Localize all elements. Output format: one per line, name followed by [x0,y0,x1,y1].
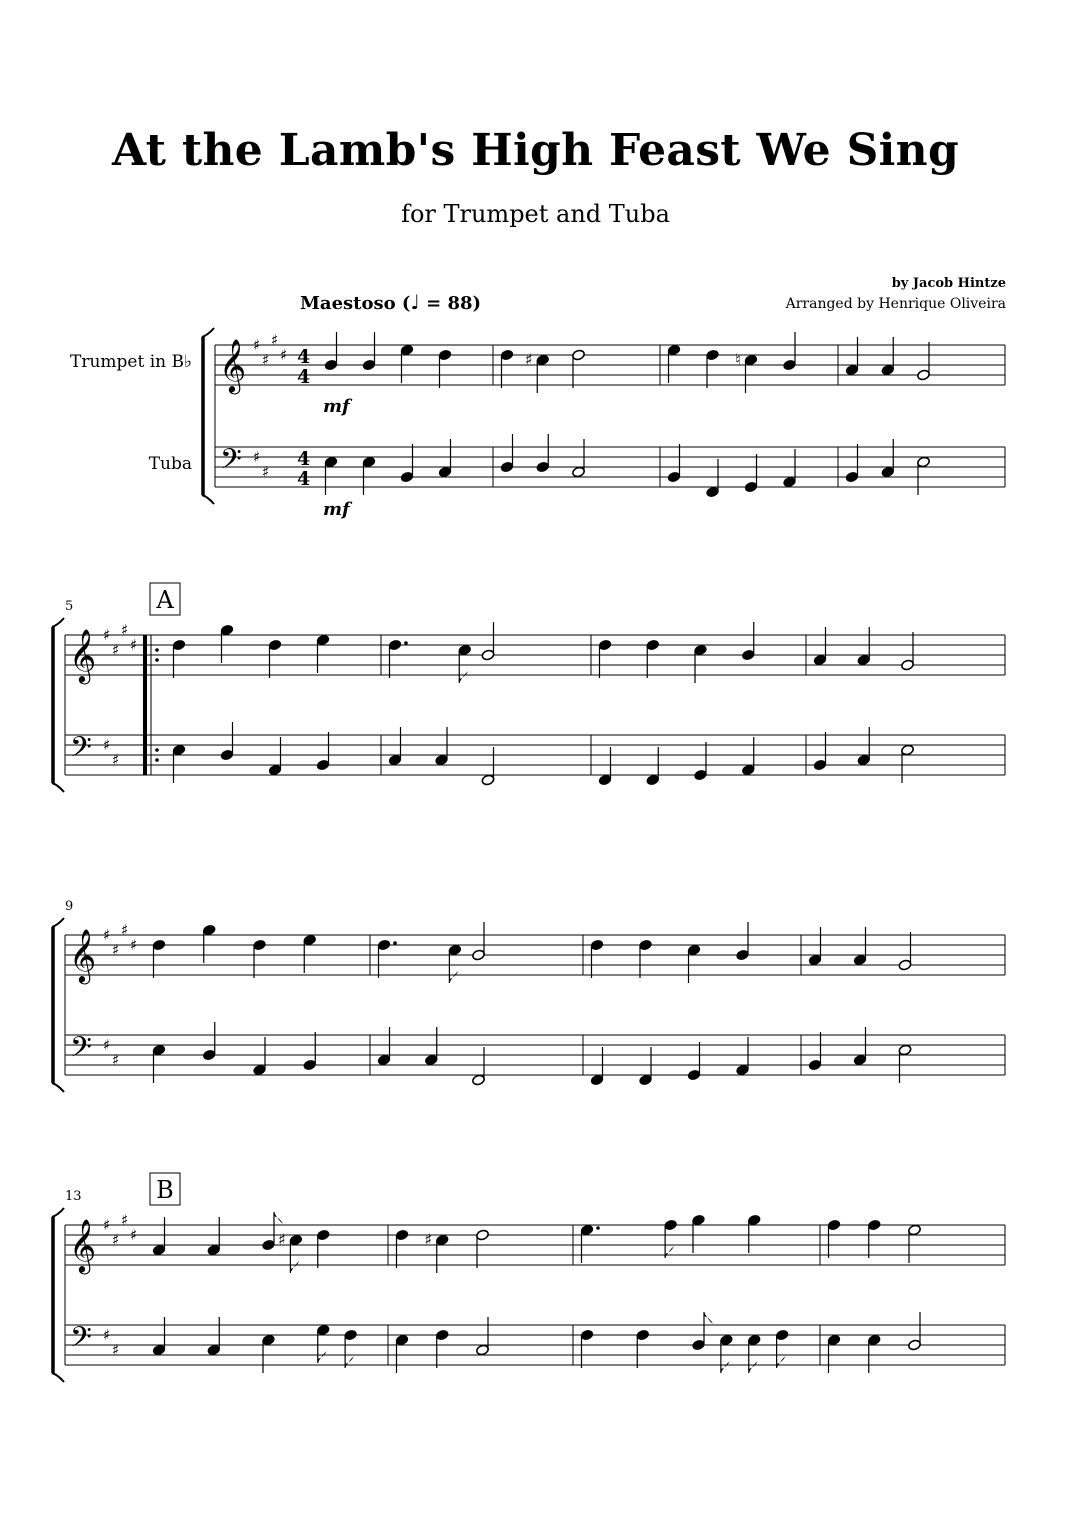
augmentation-dot [596,1226,600,1230]
notehead [362,456,376,468]
repeat-dot [155,748,159,752]
augmentation-dot [404,641,408,645]
notehead [289,1234,303,1246]
notehead [572,349,586,361]
notehead [590,939,604,951]
notehead [268,639,282,651]
notehead [424,1054,438,1066]
bracket-hook-bottom [202,495,214,504]
notehead [481,774,495,786]
repeat-dot [155,658,159,662]
notehead [898,1044,912,1056]
notehead [845,471,859,483]
eighth-flag [749,1361,758,1373]
instrument-name-trumpet: Trumpet in B♭ [69,352,192,372]
treble-clef-icon: 𝄞 [69,628,97,682]
notehead [580,1224,594,1236]
eighth-flag [721,1361,730,1373]
notehead [706,349,720,361]
key-signature-sharp: ♯ [103,1216,111,1234]
eighth-flag [274,1212,283,1224]
notehead [692,1339,706,1351]
notehead [388,639,402,651]
notehead [706,486,720,498]
notehead [324,456,338,468]
notehead [908,1224,922,1236]
notehead [395,1229,409,1241]
notehead [881,466,895,478]
notehead [808,1059,822,1071]
notehead [253,1064,267,1076]
notehead [472,949,486,961]
notehead [598,774,612,786]
key-signature-sharp: ♯ [112,941,120,959]
notehead [827,1219,841,1231]
notehead [692,1214,706,1226]
notehead [316,759,330,771]
notehead [719,1334,733,1346]
notehead [202,924,216,936]
notehead [262,1334,276,1346]
notehead [898,959,912,971]
notehead [448,944,462,956]
notehead [344,1329,358,1341]
notehead [736,949,750,961]
notehead [694,769,708,781]
notehead [867,1219,881,1231]
notehead [908,1339,922,1351]
measure-number: 13 [65,1189,82,1204]
notehead [268,764,282,776]
key-signature-sharp: ♯ [103,736,111,754]
notehead [202,1049,216,1061]
notehead [639,939,653,951]
notehead [783,359,797,371]
notehead [744,354,758,366]
notehead [536,461,550,473]
notehead [435,754,449,766]
key-signature-sharp: ♯ [262,463,270,481]
key-signature-sharp: ♯ [253,448,261,466]
key-signature-sharp: ♯ [130,1226,138,1244]
tempo-value: = 88) [419,293,482,314]
notehead [395,1334,409,1346]
notehead [400,471,414,483]
notehead [476,1344,490,1356]
notehead [813,759,827,771]
bass-clef-icon: 𝄢 [70,1031,92,1071]
notehead [152,1044,166,1056]
notehead [867,1334,881,1346]
notehead [639,1074,653,1086]
notehead [438,349,452,361]
notehead [598,639,612,651]
key-signature-sharp: ♯ [103,1036,111,1054]
key-signature-sharp: ♯ [280,346,288,364]
notehead [435,1234,449,1246]
notehead [783,476,797,488]
dynamic-mf-tuba: mf [323,499,350,520]
eighth-flag [290,1261,299,1273]
key-signature-sharp: ♯ [121,921,129,939]
notehead [152,939,166,951]
notehead [667,471,681,483]
notehead [388,754,402,766]
key-signature-sharp: ♯ [103,1326,111,1344]
key-signature-sharp: ♯ [253,336,261,354]
eighth-flag [665,1246,674,1258]
bracket-hook-top [52,618,64,627]
time-signature-numerator: 4 [297,448,311,470]
key-signature-sharp: ♯ [271,331,279,349]
eighth-flag [318,1351,327,1363]
notehead [316,1229,330,1241]
bracket-hook-top [202,328,214,337]
key-signature-sharp: ♯ [112,641,120,659]
instrument-name-tuba: Tuba [148,454,192,474]
bass-clef-icon: 𝄢 [220,443,242,483]
notehead [536,354,550,366]
notehead [741,649,755,661]
repeat-dot [155,648,159,652]
notehead [172,744,186,756]
notehead [253,939,267,951]
notehead [316,634,330,646]
notehead [481,649,495,661]
bass-clef-icon: 𝄢 [70,1321,92,1361]
notehead [901,744,915,756]
notehead [775,1329,789,1341]
treble-clef-icon: 𝄞 [69,928,97,982]
dotted-quarter-note-icon: ♩ [410,290,420,314]
key-signature-sharp: ♯ [262,351,270,369]
notehead [220,624,234,636]
notehead [881,364,895,376]
sharp-accidental: ♯ [277,1230,286,1249]
notehead [853,954,867,966]
notehead [694,644,708,656]
notehead [741,764,755,776]
notehead [747,1214,761,1226]
notehead [324,359,338,371]
notehead [500,349,514,361]
notehead [744,481,758,493]
notehead [590,1074,604,1086]
dynamic-mf-trumpet: mf [323,396,350,417]
notehead [152,1344,166,1356]
composer-credit: by Jacob Hintze [891,276,1006,291]
notehead [377,939,391,951]
key-signature-sharp: ♯ [112,1051,120,1069]
bracket-hook-top [52,918,64,927]
notehead [435,1329,449,1341]
bracket-hook-top [52,1208,64,1217]
key-signature-sharp: ♯ [130,936,138,954]
notehead [857,754,871,766]
notehead [207,1244,221,1256]
rehearsal-mark-letter: B [156,1176,174,1204]
measure-number: 9 [65,899,74,914]
notehead [500,461,514,473]
eighth-flag [777,1356,786,1368]
notehead [472,1074,486,1086]
notehead [901,659,915,671]
key-signature-sharp: ♯ [121,1211,129,1229]
key-signature-sharp: ♯ [112,1231,120,1249]
notehead [458,644,472,656]
bracket-hook-bottom [52,1373,64,1382]
notehead [736,1064,750,1076]
notehead [687,944,701,956]
sharp-accidental: ♯ [524,350,533,369]
key-signature-sharp: ♯ [121,621,129,639]
notehead [438,466,452,478]
notehead [207,1344,221,1356]
piece-title: At the Lamb's High Feast We Sing [111,125,960,176]
arranger-credit: Arranged by Henrique Oliveira [785,296,1006,312]
measure-number: 5 [65,599,74,614]
treble-clef-icon: 𝄞 [69,1218,97,1272]
notehead [646,639,660,651]
notehead [172,639,186,651]
notehead [667,344,681,356]
notehead [316,1324,330,1336]
notehead [636,1329,650,1341]
sharp-accidental: ♯ [424,1230,432,1249]
time-signature-numerator: 4 [297,346,311,368]
key-signature-sharp: ♯ [103,626,111,644]
bass-clef-icon: 𝄢 [70,731,92,771]
notehead [580,1329,594,1341]
notehead [476,1229,490,1241]
eighth-flag [449,971,458,983]
notehead [857,654,871,666]
piece-subtitle: for Trumpet and Tuba [401,200,670,228]
notehead [303,1059,317,1071]
notehead [917,456,931,468]
treble-clef-icon: 𝄞 [219,338,247,392]
key-signature-sharp: ♯ [103,926,111,944]
time-signature-denominator: 4 [297,366,311,388]
notehead [152,1244,166,1256]
notehead [303,934,317,946]
notehead [664,1219,678,1231]
eighth-flag [459,671,468,683]
augmentation-dot [393,941,397,945]
bracket-hook-bottom [52,1083,64,1092]
notehead [845,364,859,376]
notehead [377,1054,391,1066]
eighth-flag [704,1312,713,1324]
notehead [808,954,822,966]
notehead [813,654,827,666]
notehead [687,1069,701,1081]
time-signature-denominator: 4 [297,468,311,490]
key-signature-sharp: ♯ [130,636,138,654]
notehead [262,1239,276,1251]
notehead [827,1334,841,1346]
bracket-hook-bottom [52,783,64,792]
notehead [853,1054,867,1066]
eighth-flag [345,1356,354,1368]
notehead [362,359,376,371]
repeat-dot [155,758,159,762]
rehearsal-mark-letter: A [156,586,174,614]
notehead [400,344,414,356]
notehead [220,749,234,761]
tempo-text: Maestoso ( [300,293,411,314]
notehead [646,774,660,786]
natural-accidental: ♮ [735,350,741,369]
key-signature-sharp: ♯ [112,1341,120,1359]
notehead [747,1334,761,1346]
notehead [572,466,586,478]
key-signature-sharp: ♯ [112,751,120,769]
notehead [917,369,931,381]
